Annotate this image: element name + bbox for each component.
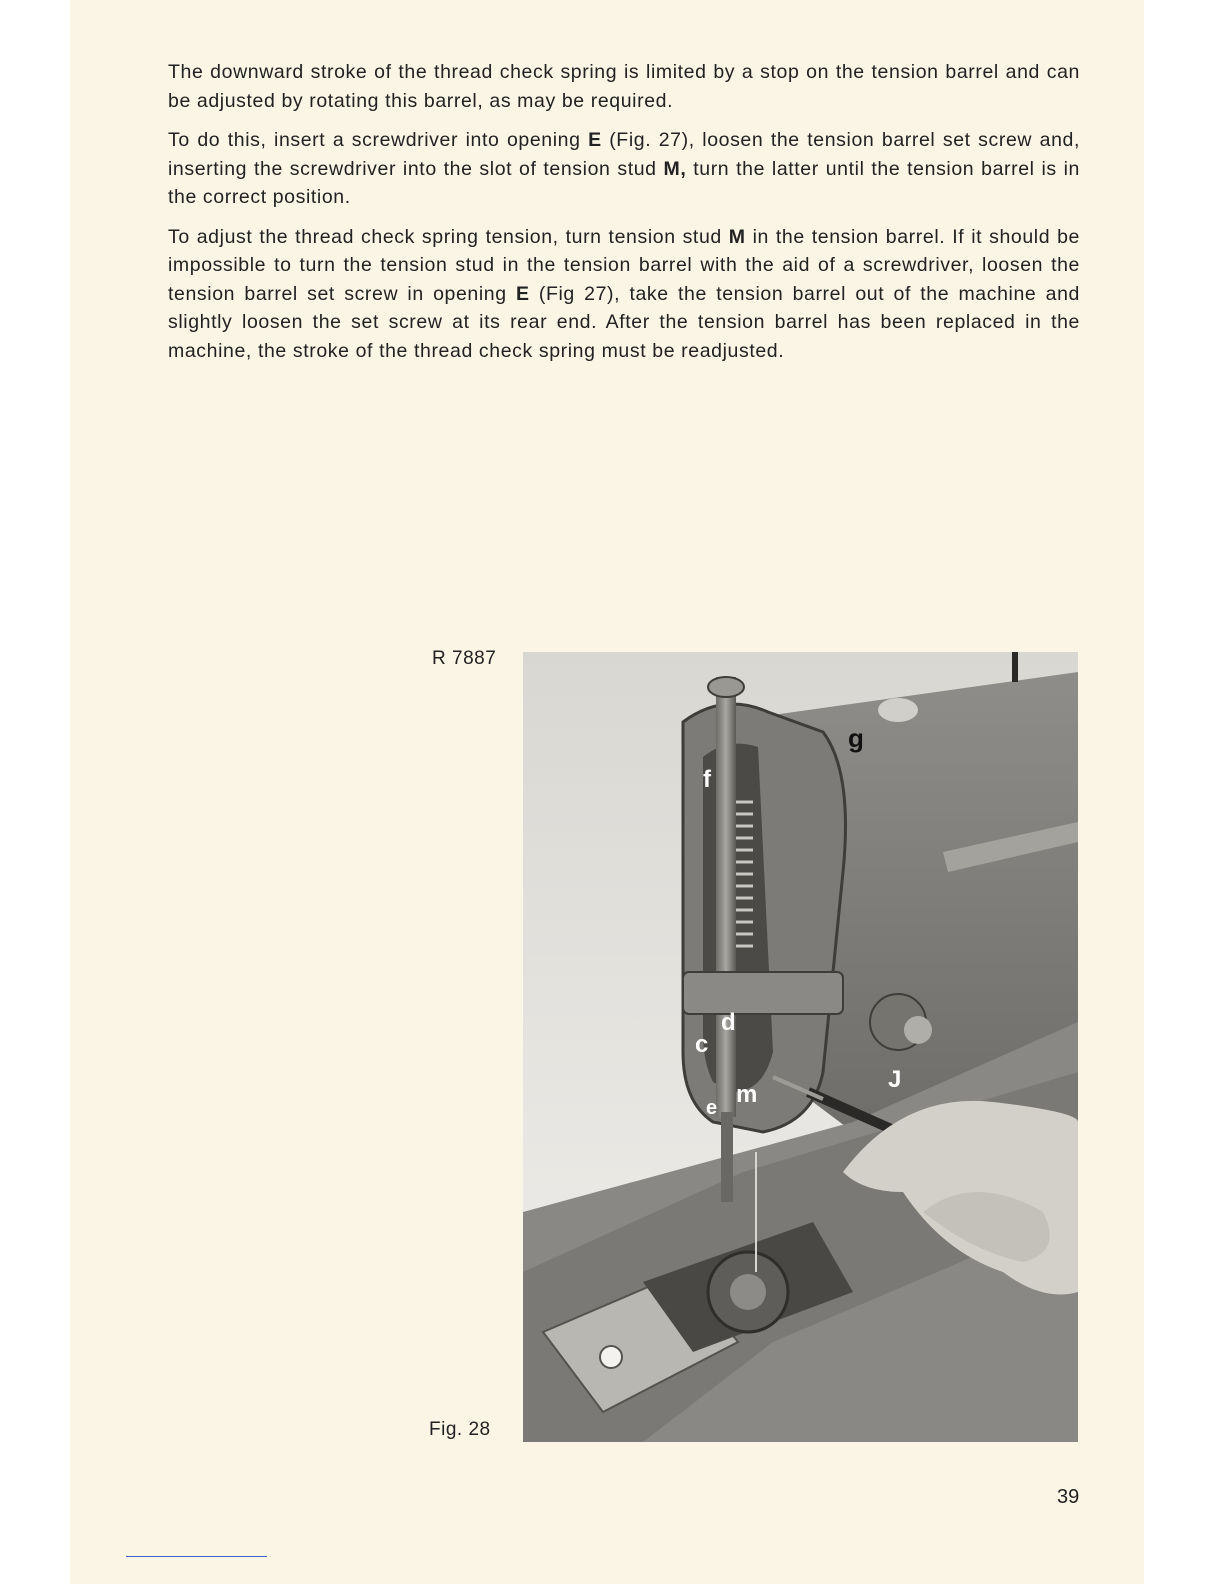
paragraph-2: [168, 126, 1080, 212]
paragraph-3-text-a: To adjust the thread check spring tension, turn tension stud: [168, 225, 729, 248]
label-d: d: [721, 1009, 736, 1036]
page-number: 39: [1057, 1486, 1080, 1508]
figure-caption: Fig. 28: [429, 1419, 491, 1440]
figure-reference: R 7887: [432, 648, 497, 669]
label-c: c: [695, 1031, 709, 1058]
stud-m-ref: M,: [663, 157, 687, 180]
label-m: m: [736, 1081, 758, 1108]
body-text: [168, 58, 1080, 376]
label-e: e: [706, 1097, 718, 1119]
paragraph-1: [168, 58, 1080, 115]
paragraph-3: [168, 223, 1080, 366]
paragraph-2-text-a: To do this, insert a screwdriver into opening: [168, 129, 589, 151]
sewing-machine-photo: [523, 652, 1078, 1442]
label-j: J: [888, 1066, 902, 1093]
paragraph-3-text-c: (Fig 27), take the tension barrel out of the machine and slightly loosen the set screw at its rear end. After the tension barrel has been replaced in the machine, the stroke of the thread check spring must be readjusted.: [168, 282, 1080, 362]
opening-e-ref-2: E: [516, 282, 530, 305]
label-f: f: [703, 766, 711, 793]
opening-e-ref: E: [588, 129, 602, 151]
paragraph-1-text: The downward stroke of the thread check spring is limited by a stop on the tension barrel and can be adjusted by rotating this barrel, as may be required.: [168, 61, 1080, 112]
margin-rule: [126, 1556, 267, 1557]
paragraph-3-text-b: in the tension barrel. If it should be impossible to turn the tension stud in the tension barrel with the aid of a screwdriver, loosen the tension barrel set screw in opening: [168, 225, 1080, 305]
label-g: g: [848, 723, 864, 753]
stud-m-ref-2: M: [728, 225, 746, 248]
paragraph-2-text-c: turn the latter until the tension barrel is in the correct position.: [168, 157, 1080, 208]
paragraph-2-text-b: (Fig. 27), loosen the tension barrel set screw and, inserting the screwdriver into the slot of tension stud: [168, 129, 1080, 180]
